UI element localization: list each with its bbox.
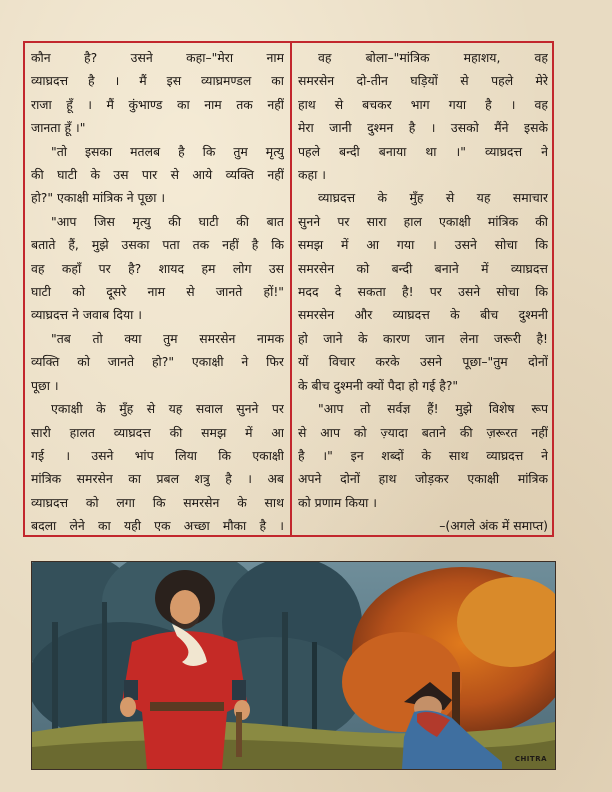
text-line: समरसेन को बन्दी बनाने में व्याघ्रदत्त	[298, 260, 548, 276]
text-line: बदला लेने का यही एक अच्छा मौका है ।	[31, 518, 284, 534]
text-line: कहा ।	[298, 167, 326, 183]
text-line: –(अगले अंक में समाप्त)	[439, 518, 548, 534]
left-column	[31, 46, 284, 538]
text-line: समझ में आ गया । उसने सोचा कि	[298, 237, 548, 253]
text-line: हाथ से बचकर भाग गया है । वह	[298, 96, 548, 112]
text-line: कौन है? उसने कहा–"मेरा नाम	[31, 50, 284, 65]
text-line: की घाटी के उस पार से आये व्यक्ति नहीं	[31, 167, 284, 183]
text-line: मदद दे सकता है! पर उसने सोचा कि	[298, 284, 548, 300]
text-line: पूछा ।	[31, 377, 59, 393]
text-line: मांत्रिक समरसेन का प्रबल शत्रु है । अब	[31, 471, 284, 487]
text-line: सुनने पर सारा हाल एकाक्षी मांत्रिक की	[298, 213, 548, 229]
text-line: हो जाने के कारण जान लेना जरूरी है!	[298, 330, 548, 346]
text-line: वह कहाँ पर है? शायद हम लोग उस	[31, 260, 284, 276]
text-line: के बीच दुश्मनी क्यों पैदा हो गई है?"	[298, 377, 459, 393]
artist-signature: CHITRA	[514, 755, 547, 763]
text-line: एकाक्षी के मुँह से यह सवाल सुनने पर	[51, 401, 284, 417]
text-line: व्याघ्रदत्त है । मैं इस व्याघ्रमण्डल का	[31, 73, 284, 89]
text-line: समरसेन दो-तीन घड़ियों से पहले मेरे	[298, 73, 548, 89]
right-column	[298, 46, 548, 538]
text-line: हो?" एकाक्षी मांत्रिक ने पूछा ।	[31, 190, 166, 206]
text-line: समरसेन और व्याघ्रदत्त के बीच दुश्मनी	[298, 307, 548, 323]
text-line: गई । उसने भांप लिया कि एकाक्षी	[31, 447, 284, 463]
text-line: व्याघ्रदत्त ने जवाब दिया ।	[31, 307, 142, 323]
text-line: है ।" इन शब्दों के साथ व्याघ्रदत्त ने	[298, 447, 548, 463]
text-line: "आप जिस मृत्यु की घाटी की बात	[51, 213, 284, 229]
text-line: "आप तो सर्वज्ञ हैं! मुझे विशेष रूप	[318, 401, 548, 417]
text-line: सारी हालत व्याघ्रदत्त की समझ में आ	[31, 424, 284, 440]
illustration-art	[32, 562, 555, 769]
text-line: व्याघ्रदत्त के मुँह से यह समाचार	[318, 190, 548, 206]
text-line: पहले बन्दी बनाया था ।" व्याघ्रदत्त ने	[298, 143, 548, 159]
text-line: से आप को ज़्यादा बताने की ज़रूरत नहीं	[298, 424, 548, 440]
column-divider	[290, 41, 292, 537]
text-line: जानता हूँ ।"	[31, 120, 86, 136]
text-line: व्यक्ति को जानते हो?" एकाक्षी ने फिर	[31, 354, 284, 370]
text-line: वह बोला–"मांत्रिक महाशय, वह	[318, 50, 548, 65]
text-line: यों विचार करके उसने पूछा–"तुम दोनों	[298, 354, 548, 370]
text-line: को प्रणाम किया ।	[298, 494, 377, 510]
text-line: "तब तो क्या तुम समरसेन नामक	[51, 330, 284, 346]
text-line: "तो इसका मतलब है कि तुम मृत्यु	[51, 143, 284, 159]
text-line: घाटी को दूसरे नाम से जानते हों!"	[31, 284, 284, 300]
story-illustration	[31, 561, 556, 770]
text-line: अपने दोनों हाथ जोड़कर एकाक्षी मांत्रिक	[298, 471, 548, 487]
text-line: बताते हैं, मुझे उसका पता तक नहीं है कि	[31, 237, 284, 253]
text-line: मेरा जानी दुश्मन है । उसको मैंने इसके	[298, 120, 548, 136]
text-line: व्याघ्रदत्त को लगा कि समरसेन के साथ	[31, 494, 284, 510]
text-line: राजा हूँ । मैं कुंभाण्ड का नाम तक नहीं	[31, 96, 284, 112]
